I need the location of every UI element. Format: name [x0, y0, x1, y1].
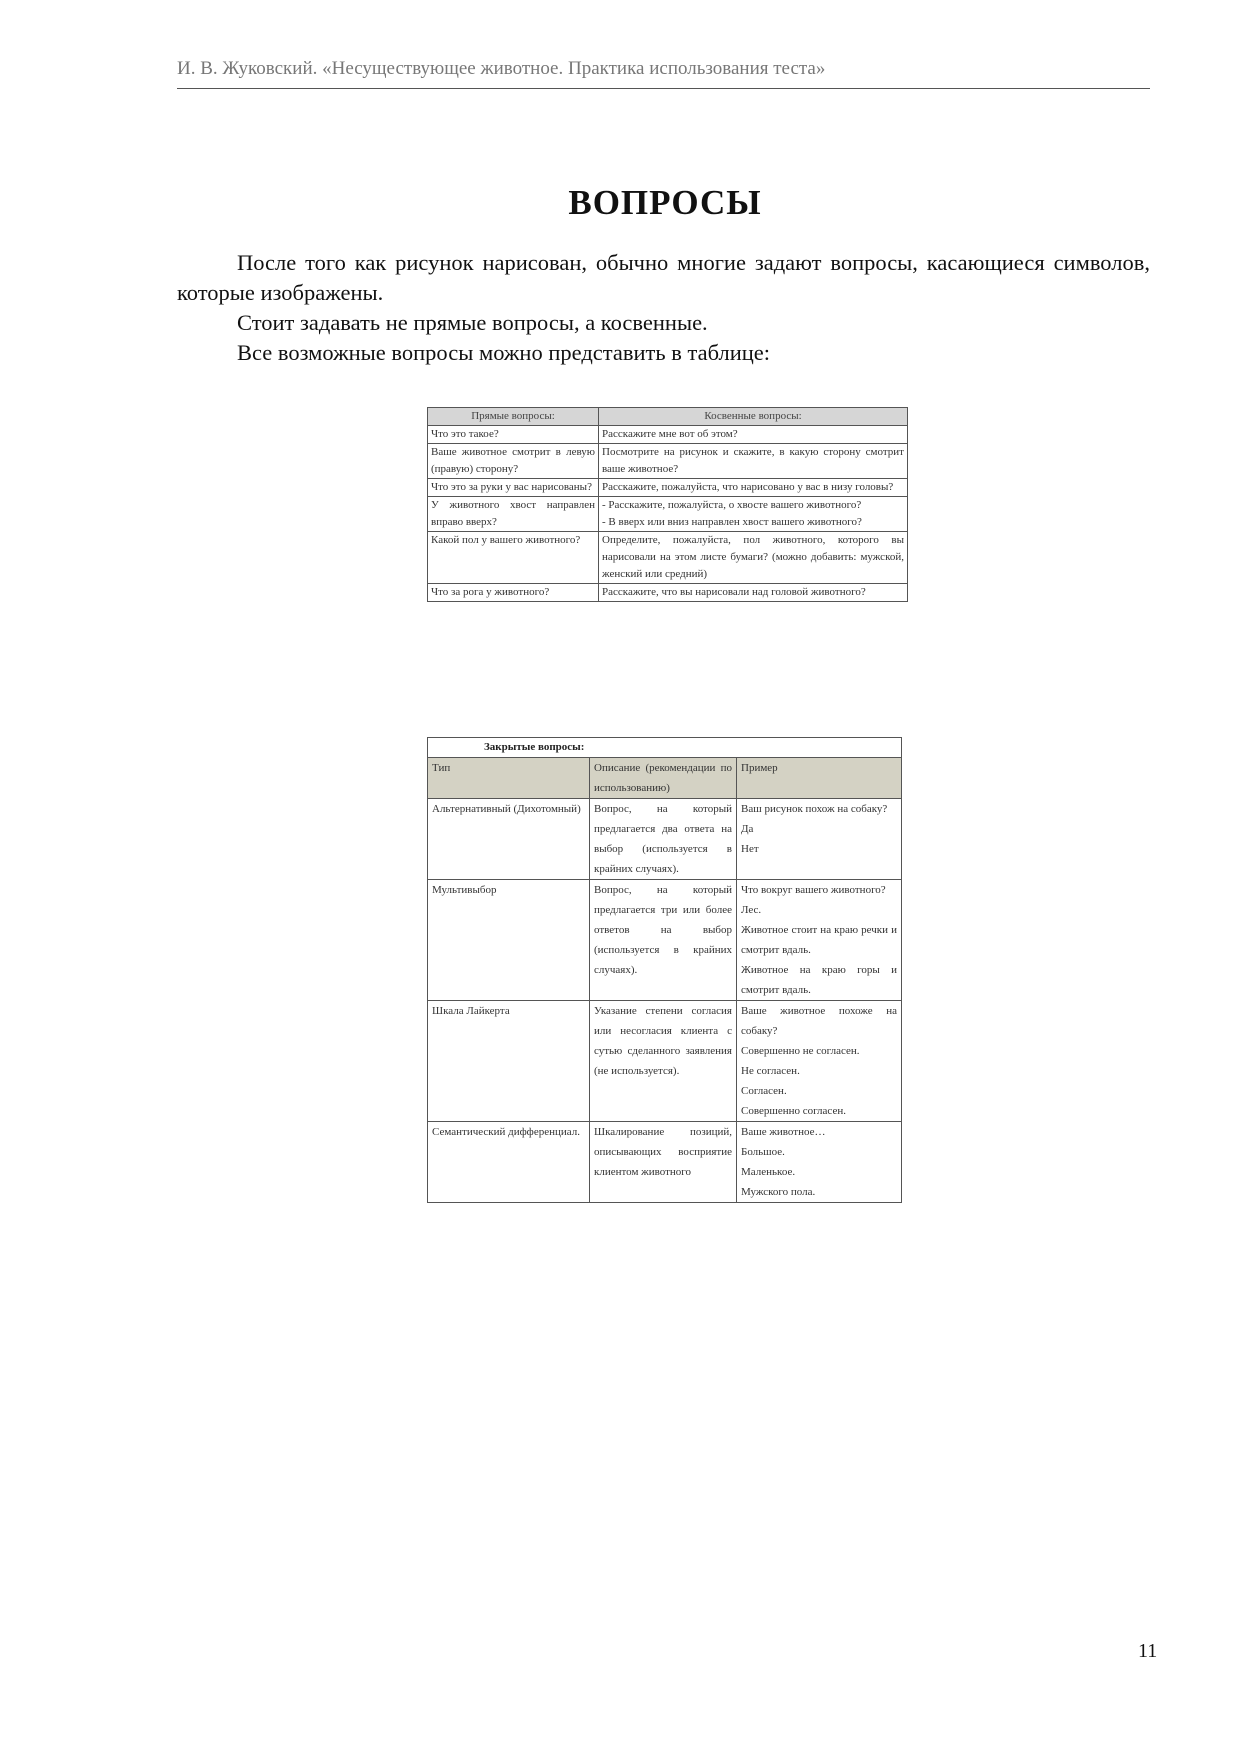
table-row	[428, 497, 908, 532]
column-header: Тип	[428, 758, 590, 799]
table-body	[428, 738, 902, 1203]
direct-indirect-questions-table	[427, 407, 908, 602]
closed-questions-table	[427, 737, 902, 1203]
indirect-question-cell: Расскажите мне вот об этом?	[599, 426, 908, 444]
direct-question-cell: Что за рога у животного?	[428, 584, 599, 602]
table-header-row	[428, 758, 902, 799]
table-row	[428, 426, 908, 444]
description-cell: Вопрос, на который предлагается два ответа на выбор (используется в крайних случаях).	[590, 799, 737, 880]
paragraph: После того как рисунок нарисован, обычно многие задают вопросы, касающиеся символов, которые изображены.	[177, 250, 1150, 305]
description-cell: Шкалирование позиций, описывающих восприятие клиентом животного	[590, 1122, 737, 1203]
type-cell: Шкала Лайкерта	[428, 1001, 590, 1122]
type-cell: Альтернативный (Дихотомный)	[428, 799, 590, 880]
example-cell: Ваше животное похоже на собаку? Совершенно не согласен. Не согласен. Согласен. Совершенно согласен.	[737, 1001, 902, 1122]
table-row	[428, 1001, 902, 1122]
direct-question-cell: Ваше животное смотрит в левую (правую) сторону?	[428, 444, 599, 479]
table-row	[428, 532, 908, 584]
column-header: Пример	[737, 758, 902, 799]
description-cell: Вопрос, на который предлагается три или более ответов на выбор (используется в крайних случаях).	[590, 880, 737, 1001]
column-header: Прямые вопросы:	[428, 408, 599, 426]
body-text	[177, 248, 1150, 368]
direct-question-cell: Что это такое?	[428, 426, 599, 444]
example-cell: Ваше животное… Большое. Маленькое. Мужского пола.	[737, 1122, 902, 1203]
indirect-question-cell: - Расскажите, пожалуйста, о хвосте вашего животного? - В вверх или вниз направлен хвост вашего животного?	[599, 497, 908, 532]
header-divider	[177, 88, 1150, 89]
table-row	[428, 584, 908, 602]
column-header: Описание (рекомендации по использованию)	[590, 758, 737, 799]
running-head: И. В. Жуковский. «Несуществующее животное. Практика использования теста»	[177, 58, 826, 79]
column-header: Косвенные вопросы:	[599, 408, 908, 426]
table-row	[428, 799, 902, 880]
table-caption-row	[428, 738, 902, 758]
direct-question-cell: Какой пол у вашего животного?	[428, 532, 599, 584]
table-row	[428, 1122, 902, 1203]
indirect-question-cell: Посмотрите на рисунок и скажите, в какую сторону смотрит ваше животное?	[599, 444, 908, 479]
type-cell: Семантический дифференциал.	[428, 1122, 590, 1203]
page-number: 11	[1138, 1640, 1158, 1662]
description-cell: Указание степени согласия или несогласия клиента с сутью сделанного заявления (не используется).	[590, 1001, 737, 1122]
example-cell: Ваш рисунок похож на собаку? Да Нет	[737, 799, 902, 880]
indirect-question-cell: Расскажите, что вы нарисовали над головой животного?	[599, 584, 908, 602]
table-row	[428, 479, 908, 497]
example-cell: Что вокруг вашего животного? Лес. Животное стоит на краю речки и смотрит вдаль. Животное на краю горы и смотрит вдаль.	[737, 880, 902, 1001]
indirect-question-cell: Расскажите, пожалуйста, что нарисовано у вас в низу головы?	[599, 479, 908, 497]
page-title: ВОПРОСЫ	[568, 183, 762, 222]
paragraph: Стоит задавать не прямые вопросы, а косвенные.	[237, 310, 708, 335]
table-header-row	[428, 408, 908, 426]
paragraph: Все возможные вопросы можно представить в таблице:	[237, 340, 771, 365]
table-caption: Закрытые вопросы:	[428, 738, 902, 758]
direct-question-cell: У животного хвост направлен вправо вверх?	[428, 497, 599, 532]
type-cell: Мультивыбор	[428, 880, 590, 1001]
table-row	[428, 444, 908, 479]
table-body	[428, 426, 908, 602]
indirect-question-cell: Определите, пожалуйста, пол животного, которого вы нарисовали на этом листе бумаги? (можно добавить: мужской, женский или средний)	[599, 532, 908, 584]
direct-question-cell: Что это за руки у вас нарисованы?	[428, 479, 599, 497]
table-row	[428, 880, 902, 1001]
